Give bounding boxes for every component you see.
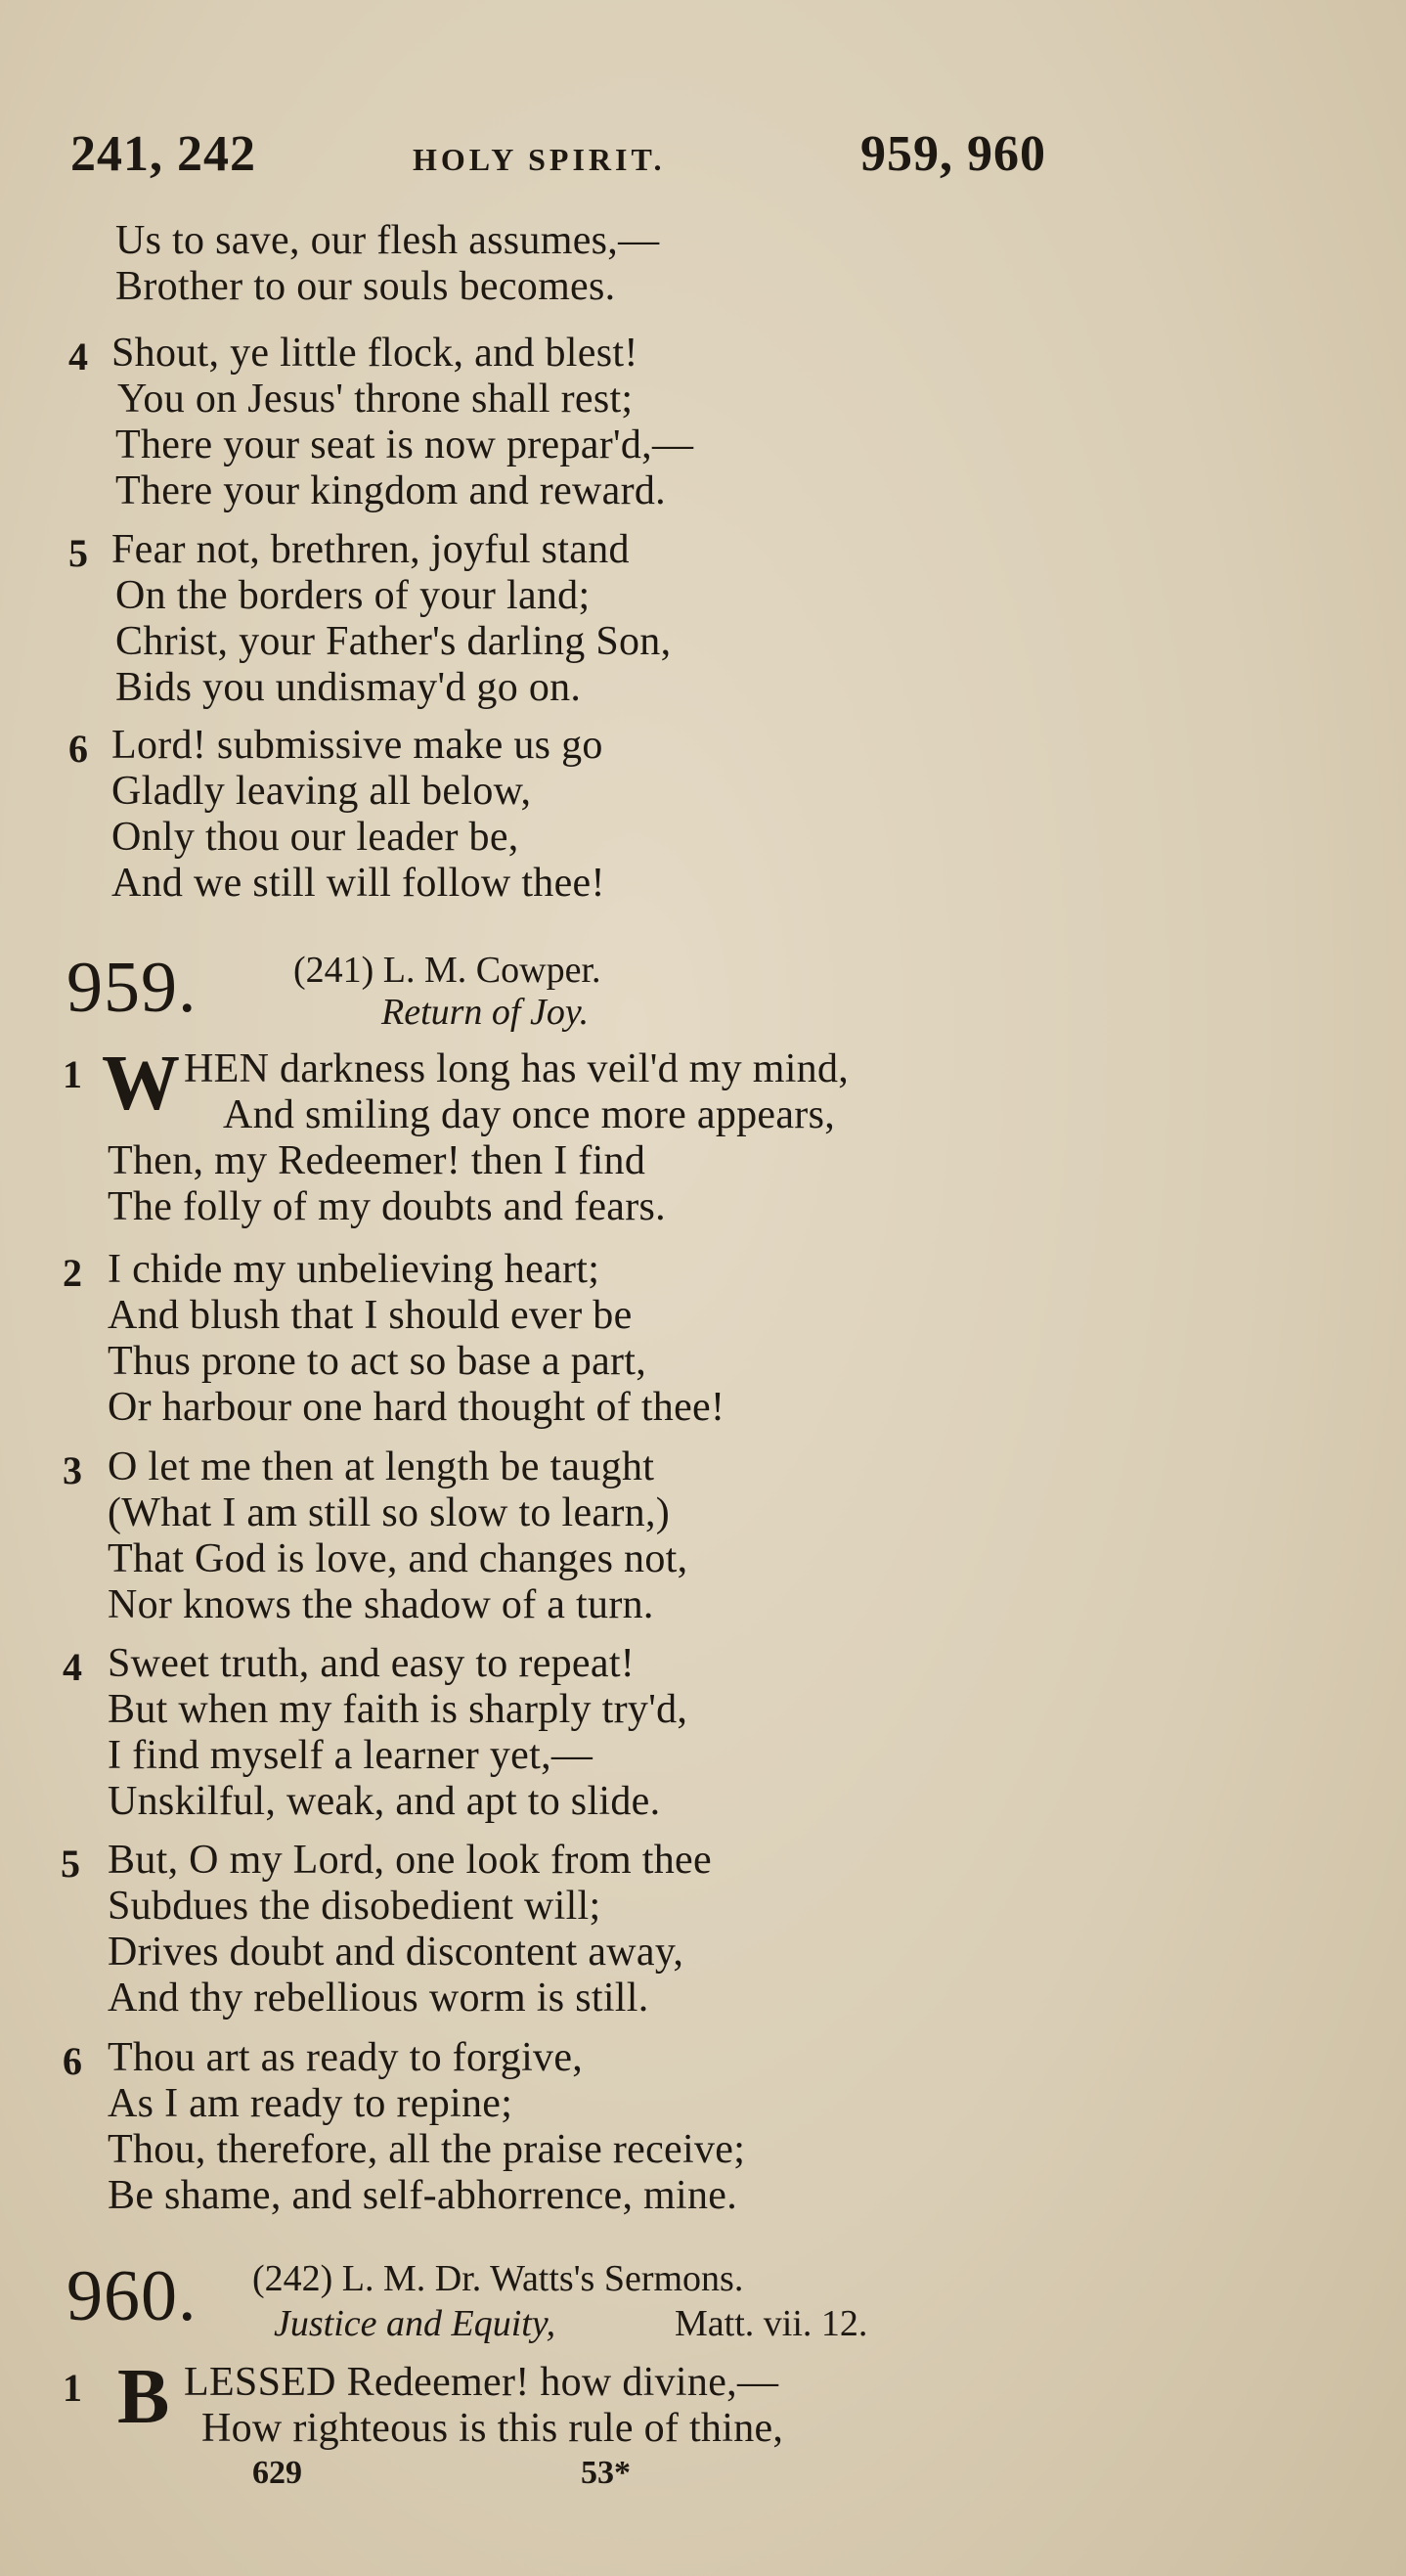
verse-number: 4	[68, 334, 88, 378]
verse-line: The folly of my doubts and fears.	[108, 1184, 666, 1229]
verse-number: 2	[63, 1251, 82, 1295]
verse-line: How righteous is this rule of thine,	[201, 2406, 784, 2451]
verse-line: But when my faith is sharply try'd,	[108, 1687, 688, 1732]
verse-line: Thus prone to act so base a part,	[108, 1339, 647, 1384]
verse-number: 3	[63, 1448, 82, 1492]
verse-line: Unskilful, weak, and apt to slide.	[108, 1779, 661, 1824]
verse-number: 5	[68, 531, 88, 575]
hymn-meta: (241) L. M. Cowper.	[293, 950, 601, 991]
verse-line: Bids you undismay'd go on.	[115, 665, 582, 710]
verse-line: LESSED Redeemer! how divine,—	[184, 2360, 779, 2405]
verse-line: On the borders of your land;	[115, 573, 591, 618]
verse-line: Then, my Redeemer! then I find	[108, 1138, 646, 1183]
page-number: 629	[252, 2455, 302, 2491]
header-hymn-range-left: 241, 242	[70, 126, 256, 182]
verse-line: I find myself a learner yet,—	[108, 1733, 593, 1778]
hymn-number: 960.	[66, 2256, 198, 2336]
verse-line: As I am ready to repine;	[108, 2081, 513, 2126]
verse-line: Subdues the disobedient will;	[108, 1884, 601, 1929]
hymn-meta: (242) L. M. Dr. Watts's Sermons.	[252, 2258, 744, 2299]
verse-number: 4	[63, 1645, 82, 1689]
verse-line: Shout, ye little flock, and blest!	[111, 331, 638, 376]
verse-line: Gladly leaving all below,	[111, 769, 532, 814]
verse-line: Thou, therefore, all the praise receive;	[108, 2127, 746, 2172]
verse-line: And thy rebellious worm is still.	[108, 1976, 649, 2021]
header-hymn-range-right: 959, 960	[860, 126, 1046, 182]
verse-line: Nor knows the shadow of a turn.	[108, 1582, 654, 1627]
verse-line: (What I am still so slow to learn,)	[108, 1490, 671, 1535]
verse-line: Only thou our leader be,	[111, 815, 519, 860]
verse-line: O let me then at length be taught	[108, 1444, 655, 1489]
verse-line: There your seat is now prepar'd,—	[115, 422, 694, 467]
verse-number: 6	[68, 727, 88, 771]
verse-line: Lord! submissive make us go	[111, 723, 603, 768]
hymn-number: 959.	[66, 948, 198, 1028]
hymn-subtitle: Justice and Equity,	[274, 2303, 556, 2344]
drop-cap: B	[117, 2354, 170, 2440]
verse-line: I chide my unbelieving heart;	[108, 1247, 600, 1292]
signature-mark: 53*	[581, 2455, 631, 2491]
header-section-title: HOLY SPIRIT.	[413, 142, 666, 177]
verse-line: You on Jesus' throne shall rest;	[117, 377, 634, 422]
verse-number: 1	[63, 2366, 82, 2410]
verse-line: HEN darkness long has veil'd my mind,	[184, 1046, 850, 1091]
hymn-scripture-reference: Matt. vii. 12.	[675, 2303, 868, 2344]
verse-line: Drives doubt and discontent away,	[108, 1930, 684, 1975]
verse-line: And blush that I should ever be	[108, 1293, 633, 1338]
verse-line: And smiling day once more appears,	[223, 1092, 836, 1137]
verse-line: There your kingdom and reward.	[115, 468, 666, 513]
carryover-line-1: Us to save, our flesh assumes,—	[115, 218, 660, 263]
hymn-subtitle: Return of Joy.	[381, 992, 590, 1033]
drop-cap: W	[102, 1041, 180, 1127]
verse-number: 1	[63, 1052, 82, 1096]
verse-line: That God is love, and changes not,	[108, 1536, 688, 1581]
verse-line: But, O my Lord, one look from thee	[108, 1838, 712, 1883]
verse-number: 5	[61, 1842, 80, 1886]
carryover-line-2: Brother to our souls becomes.	[115, 264, 616, 309]
verse-line: Fear not, brethren, joyful stand	[111, 527, 630, 572]
verse-number: 6	[63, 2039, 82, 2083]
verse-line: Be shame, and self-abhorrence, mine.	[108, 2173, 738, 2218]
verse-line: And we still will follow thee!	[111, 861, 605, 906]
verse-line: Thou art as ready to forgive,	[108, 2035, 584, 2080]
verse-line: Sweet truth, and easy to repeat!	[108, 1641, 636, 1686]
verse-line: Christ, your Father's darling Son,	[115, 619, 672, 664]
verse-line: Or harbour one hard thought of thee!	[108, 1385, 725, 1430]
